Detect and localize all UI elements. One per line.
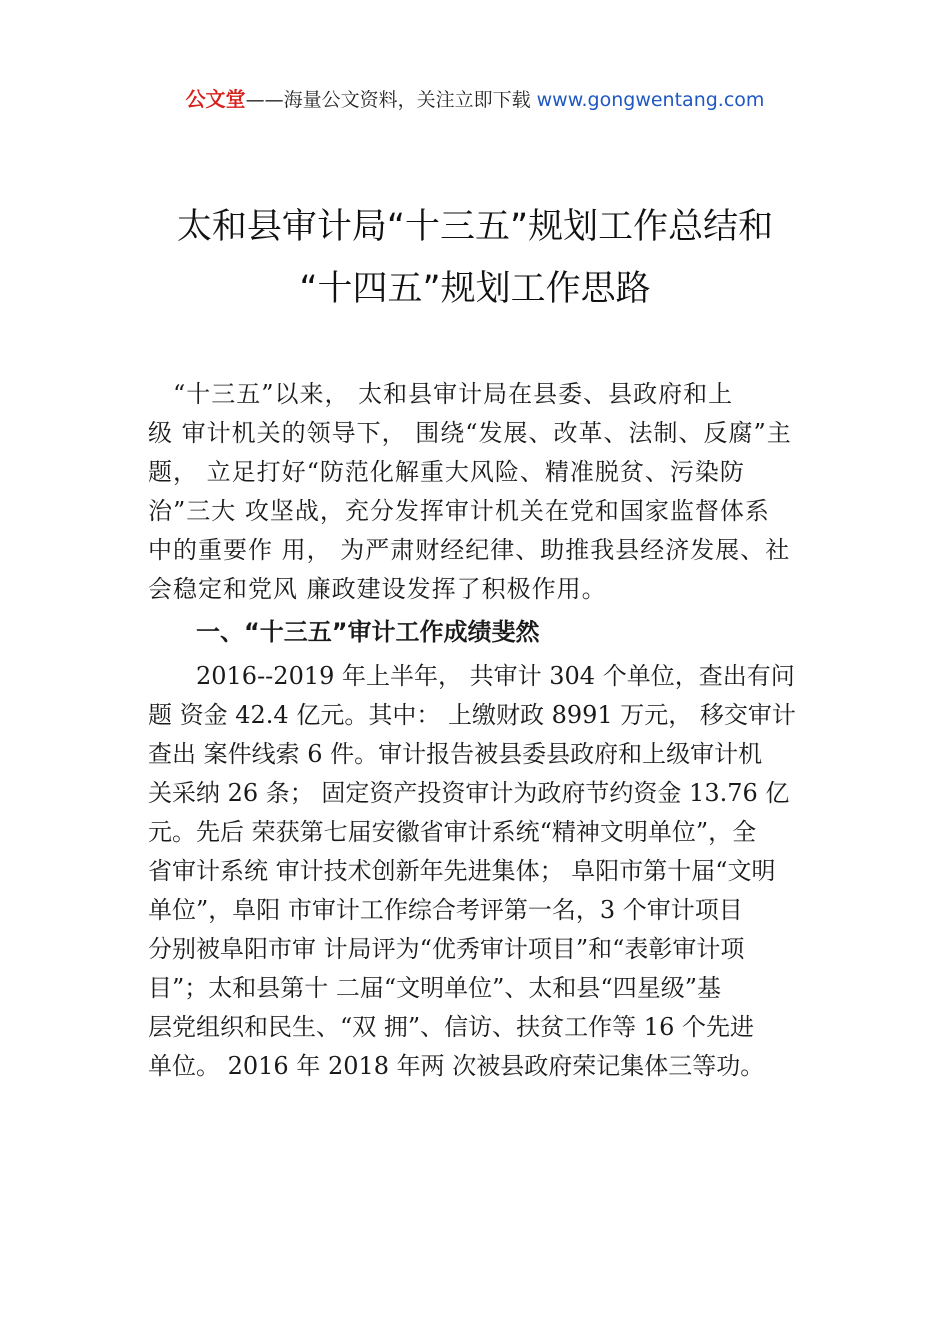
paragraph-line: 目”；太和县第十 二届“文明单位”、太和县“四星级”基 (148, 974, 721, 1002)
paragraph-line: 级 审计机关的领导下， 围绕“发展、改革、法制、反腐”主 (148, 419, 792, 447)
paragraph-line: 查出 案件线索 6 件。审计报告被县委县政府和上级审计机 (148, 740, 763, 768)
brand-name: 公文堂 (185, 87, 246, 111)
section-heading: 一、“十三五”审计工作成绩斐然 (196, 618, 540, 646)
website-link[interactable]: www.gongwentang.com (536, 89, 765, 111)
document-body (148, 375, 808, 1086)
document-title (60, 196, 890, 320)
paragraph-line: 题， 立足打好“防范化解重大风险、精准脱贫、污染防 (148, 458, 745, 486)
title-line-2: “十四五”规划工作思路 (299, 269, 651, 309)
header-tagline: ——海量公文资料，关注立即下载 (245, 89, 531, 111)
achievements-paragraph (148, 657, 808, 1086)
paragraph-line: 元。先后 荣获第七届安徽省审计系统“精神文明单位”，全 (148, 818, 757, 846)
paragraph-line: 题 资金 42.4 亿元。其中： 上缴财政 8991 万元， 移交审计 (148, 701, 796, 729)
intro-paragraph (148, 375, 808, 609)
paragraph-line: 关采纳 26 条； 固定资产投资审计为政府节约资金 13.76 亿 (148, 779, 790, 807)
page-header (0, 86, 950, 113)
title-line-1: 太和县审计局“十三五”规划工作总结和 (176, 207, 774, 247)
paragraph-line: 会稳定和党风 廉政建设发挥了积极作用。 (148, 575, 607, 603)
paragraph-line: 省审计系统 审计技术创新年先进集体； 阜阳市第十届“文明 (148, 857, 776, 885)
paragraph-line: 中的重要作 用， 为严肃财经纪律、助推我县经济发展、社 (148, 536, 791, 564)
paragraph-line: 单位。 2016 年 2018 年两 次被县政府荣记集体三等功。 (148, 1052, 765, 1080)
paragraph-line: “十三五”以来， 太和县审计局在县委、县政府和上 (148, 380, 734, 408)
paragraph-line: 2016--2019 年上半年， 共审计 304 个单位，查出有问 (148, 662, 795, 690)
paragraph-line: 单位”，阜阳 市审计工作综合考评第一名，3 个审计项目 (148, 896, 743, 924)
paragraph-line: 治”三大 攻坚战，充分发挥审计机关在党和国家监督体系 (148, 497, 770, 525)
paragraph-line: 层党组织和民生、“双 拥”、信访、扶贫工作等 16 个先进 (148, 1013, 754, 1041)
paragraph-line: 分别被阜阳市审 计局评为“优秀审计项目”和“表彰审计项 (148, 935, 745, 963)
